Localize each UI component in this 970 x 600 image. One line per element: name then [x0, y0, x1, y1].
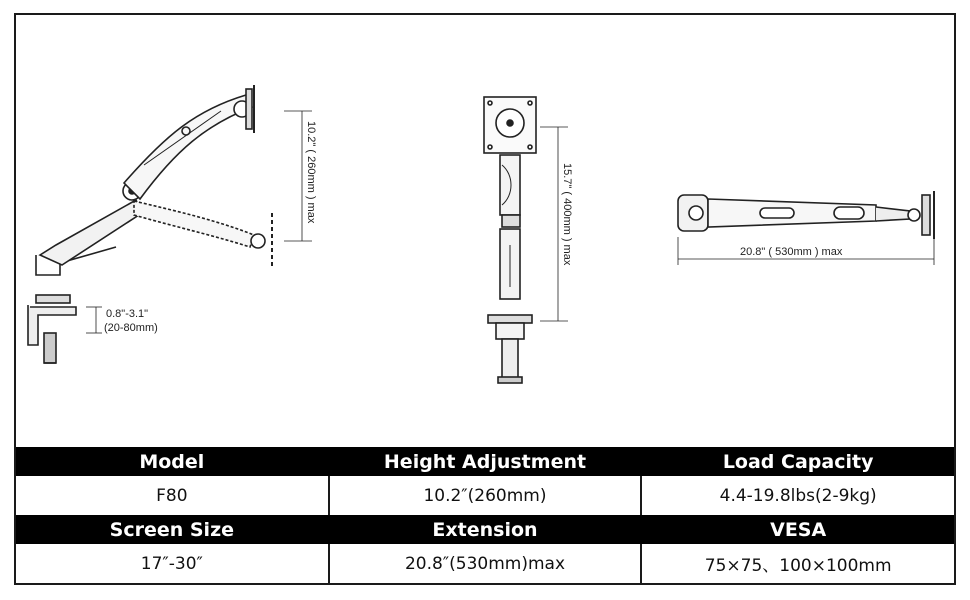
- spec-header-extension: Extension: [329, 515, 642, 544]
- spec-header-row-2: [16, 515, 954, 544]
- spec-header-height: Height Adjustment: [329, 447, 642, 476]
- spec-sheet: [14, 13, 956, 585]
- spec-value-vesa: 75×75、100×100mm: [641, 544, 954, 583]
- front-view-drawing: [484, 97, 568, 383]
- spec-header-screen: Screen Size: [16, 515, 329, 544]
- spec-header-model: Model: [16, 447, 329, 476]
- spec-table: [16, 447, 954, 583]
- spec-value-height: 10.2″(260mm): [329, 476, 642, 515]
- side-height-dimension: 10.2" ( 260mm ) max: [305, 121, 317, 224]
- spec-header-load: Load Capacity: [641, 447, 954, 476]
- spec-value-model: F80: [16, 476, 329, 515]
- spec-value-screen: 17″-30″: [16, 544, 329, 583]
- front-height-dimension: 15.7" ( 400mm ) max: [561, 163, 573, 266]
- side-view-drawing: [28, 85, 312, 363]
- product-drawings: [16, 15, 954, 445]
- spec-header-vesa: VESA: [641, 515, 954, 544]
- spec-value-row-1: [16, 476, 954, 515]
- clamp-range-mm-label: (20-80mm): [104, 322, 158, 334]
- top-extension-dimension: 20.8" ( 530mm ) max: [740, 246, 843, 258]
- spec-value-load: 4.4-19.8lbs(2-9kg): [641, 476, 954, 515]
- spec-header-row-1: [16, 447, 954, 476]
- spec-value-row-2: [16, 544, 954, 583]
- spec-value-extension: 20.8″(530mm)max: [329, 544, 642, 583]
- clamp-range-label: 0.8"-3.1": [106, 308, 149, 320]
